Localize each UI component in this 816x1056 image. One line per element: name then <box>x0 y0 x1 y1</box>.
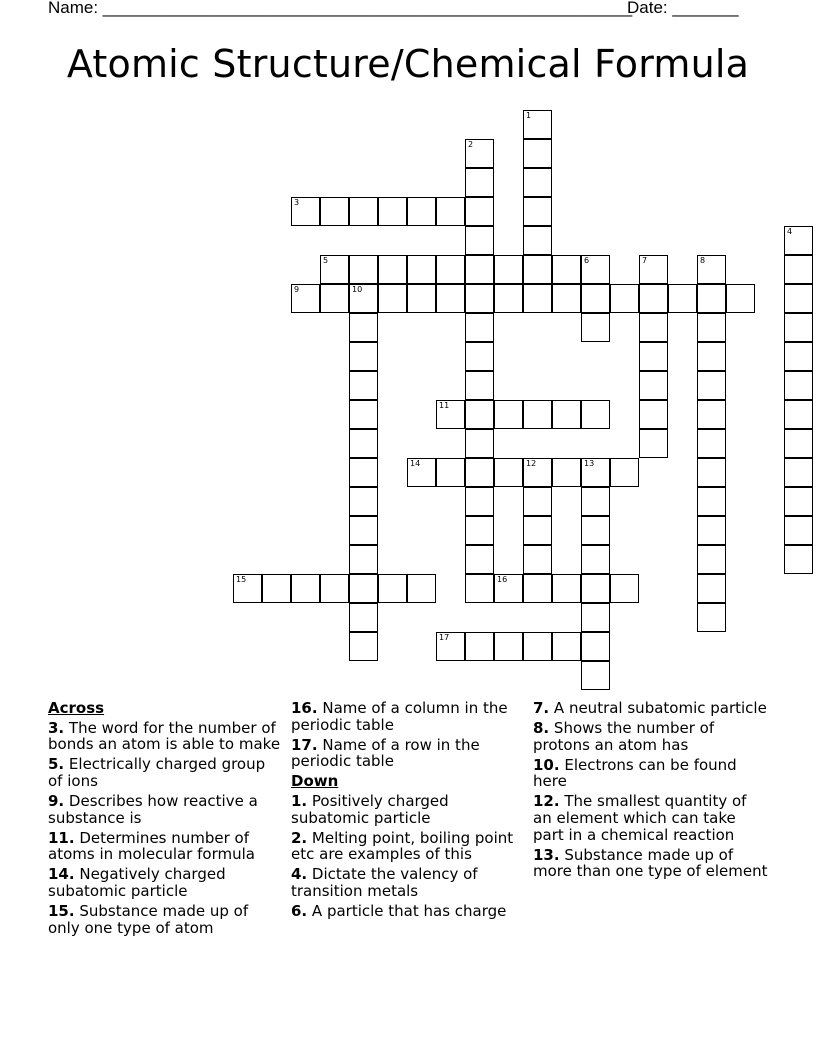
grid-cell[interactable] <box>291 197 320 226</box>
grid-cell[interactable] <box>465 139 494 168</box>
down-clue-4: 4. Dictate the valency of transition metals <box>291 865 478 900</box>
grid-cell[interactable] <box>407 255 436 284</box>
grid-cell[interactable] <box>407 284 436 313</box>
grid-cell[interactable] <box>465 371 494 400</box>
grid-cell[interactable] <box>291 574 320 603</box>
grid-cell[interactable] <box>581 284 610 313</box>
down-clue-13: 13. Substance made up of more than one type of element <box>533 845 768 881</box>
grid-cell[interactable] <box>378 284 407 313</box>
grid-cell[interactable] <box>465 574 494 603</box>
across-clue-11: 11. Determines number of atoms in molecular formula <box>48 828 255 864</box>
clue-number: 11 <box>439 401 450 410</box>
grid-cell[interactable] <box>465 342 494 371</box>
grid-cell[interactable] <box>639 429 668 458</box>
grid-cell[interactable] <box>465 226 494 255</box>
across-clue-5: 5. Electrically charged group of ions <box>48 755 266 790</box>
grid-cell[interactable] <box>697 487 726 516</box>
grid-cell[interactable] <box>349 487 378 516</box>
grid-cell[interactable] <box>291 284 320 313</box>
grid-cell[interactable] <box>639 284 668 313</box>
grid-cell[interactable] <box>349 429 378 458</box>
grid-cell[interactable] <box>320 255 349 284</box>
grid-cell[interactable] <box>697 545 726 574</box>
grid-cell[interactable] <box>407 197 436 226</box>
grid-cell[interactable] <box>523 255 552 284</box>
grid-cell[interactable] <box>349 284 378 313</box>
grid-cell[interactable] <box>349 545 378 574</box>
across-heading: Across <box>48 699 105 717</box>
grid-cell[interactable] <box>552 458 581 487</box>
grid-cell[interactable] <box>697 458 726 487</box>
grid-cell[interactable] <box>494 284 523 313</box>
grid-cell[interactable] <box>436 197 465 226</box>
grid-cell[interactable] <box>610 574 639 603</box>
grid-cell[interactable] <box>639 255 668 284</box>
grid-cell[interactable] <box>465 255 494 284</box>
down-clue-6: 6. A particle that has charge <box>291 902 507 921</box>
grid-cell[interactable] <box>465 632 494 661</box>
grid-cell[interactable] <box>523 516 552 545</box>
down-clue-1: 1. Positively charged subatomic particle <box>291 791 449 827</box>
across-clue-9: 9. Describes how reactive a substance is <box>48 791 258 827</box>
grid-cell[interactable] <box>465 429 494 458</box>
grid-cell[interactable] <box>349 458 378 487</box>
grid-cell[interactable] <box>349 371 378 400</box>
clue-number: 1 <box>526 111 532 120</box>
grid-cell[interactable] <box>552 284 581 313</box>
grid-cell[interactable] <box>349 632 378 661</box>
grid-cell[interactable] <box>523 487 552 516</box>
grid-cell[interactable] <box>523 400 552 429</box>
grid-cell[interactable] <box>523 168 552 197</box>
grid-cell[interactable] <box>697 313 726 342</box>
grid-cell[interactable] <box>349 516 378 545</box>
page-title: Atomic Structure/Chemical Formula <box>66 42 750 86</box>
grid-cell[interactable] <box>784 313 813 342</box>
grid-cell[interactable] <box>494 574 523 603</box>
grid-cell[interactable] <box>552 574 581 603</box>
grid-cell[interactable] <box>697 516 726 545</box>
grid-cell[interactable] <box>233 574 262 603</box>
grid-cell[interactable] <box>552 400 581 429</box>
grid-cell[interactable] <box>581 632 610 661</box>
grid-cell[interactable] <box>465 545 494 574</box>
grid-cell[interactable] <box>639 400 668 429</box>
grid-cell[interactable] <box>407 574 436 603</box>
grid-cell[interactable] <box>523 139 552 168</box>
grid-cell[interactable] <box>581 661 610 690</box>
clue-column-3 <box>533 700 768 883</box>
clue-number: 13 <box>584 459 595 468</box>
grid-cell[interactable] <box>552 255 581 284</box>
grid-cell[interactable] <box>697 603 726 632</box>
grid-cell[interactable] <box>523 226 552 255</box>
grid-cell[interactable] <box>378 255 407 284</box>
grid-cell[interactable] <box>523 110 552 139</box>
clue-number: 4 <box>787 227 793 236</box>
grid-cell[interactable] <box>784 255 813 284</box>
grid-cell[interactable] <box>349 255 378 284</box>
grid-cell[interactable] <box>523 545 552 574</box>
clue-number: 14 <box>410 459 421 468</box>
across-clue-3: 3. The word for the number of bonds an atom is able to make <box>48 718 281 754</box>
clue-number: 8 <box>700 256 706 265</box>
grid-cell[interactable] <box>610 458 639 487</box>
grid-cell[interactable] <box>320 197 349 226</box>
grid-cell[interactable] <box>697 371 726 400</box>
grid-cell[interactable] <box>581 255 610 284</box>
clue-number: 3 <box>294 198 300 207</box>
grid-cell[interactable] <box>784 371 813 400</box>
grid-cell[interactable] <box>465 400 494 429</box>
grid-cell[interactable] <box>581 603 610 632</box>
grid-cell[interactable] <box>697 429 726 458</box>
grid-cell[interactable] <box>349 197 378 226</box>
grid-cell[interactable] <box>523 632 552 661</box>
name-field[interactable]: Name: ________________________________________________________ <box>48 0 633 17</box>
grid-cell[interactable] <box>465 516 494 545</box>
grid-cell[interactable] <box>784 284 813 313</box>
grid-cell[interactable] <box>610 284 639 313</box>
clue-number: 2 <box>468 140 474 149</box>
grid-cell[interactable] <box>581 574 610 603</box>
date-field[interactable]: Date: _______ <box>627 0 739 17</box>
grid-cell[interactable] <box>262 574 291 603</box>
down-clue-12: 12. The smallest quantity of an element which can take part in a chemical reaction <box>533 792 747 844</box>
grid-cell[interactable] <box>581 516 610 545</box>
grid-cell[interactable] <box>784 400 813 429</box>
grid-cell[interactable] <box>784 516 813 545</box>
grid-cell[interactable] <box>349 574 378 603</box>
grid-cell[interactable] <box>784 342 813 371</box>
grid-cell[interactable] <box>697 284 726 313</box>
grid-cell[interactable] <box>784 226 813 255</box>
down-heading: Down <box>291 772 339 791</box>
clue-number: 10 <box>352 285 363 294</box>
grid-cell[interactable] <box>378 574 407 603</box>
grid-cell[interactable] <box>349 400 378 429</box>
grid-cell[interactable] <box>436 458 465 487</box>
grid-cell[interactable] <box>726 284 755 313</box>
grid-cell[interactable] <box>639 342 668 371</box>
down-clue-8: 8. Shows the number of protons an atom has <box>533 719 715 754</box>
clue-number: 9 <box>294 285 300 294</box>
grid-cell[interactable] <box>784 545 813 574</box>
clue-number: 6 <box>584 256 590 265</box>
grid-cell[interactable] <box>436 284 465 313</box>
grid-cell[interactable] <box>784 429 813 458</box>
grid-cell[interactable] <box>523 574 552 603</box>
grid-cell[interactable] <box>320 284 349 313</box>
clue-number: 16 <box>497 575 508 584</box>
grid-cell[interactable] <box>436 400 465 429</box>
grid-cell[interactable] <box>494 400 523 429</box>
clue-number: 12 <box>526 459 537 468</box>
grid-cell[interactable] <box>697 574 726 603</box>
worksheet-header <box>48 0 748 20</box>
grid-cell[interactable] <box>349 342 378 371</box>
grid-cell[interactable] <box>639 371 668 400</box>
grid-cell[interactable] <box>581 400 610 429</box>
grid-cell[interactable] <box>436 255 465 284</box>
grid-cell[interactable] <box>465 458 494 487</box>
across-clue-17: 17. Name of a row in the periodic table <box>291 735 480 771</box>
grid-cell[interactable] <box>697 342 726 371</box>
grid-cell[interactable] <box>784 458 813 487</box>
clue-column-1 <box>48 700 283 940</box>
grid-cell[interactable] <box>407 458 436 487</box>
down-clue-10: 10. Electrons can be found here <box>533 755 737 791</box>
grid-cell[interactable] <box>465 197 494 226</box>
clue-number: 5 <box>323 256 329 265</box>
across-clue-16: 16. Name of a column in the periodic table <box>291 699 508 734</box>
grid-cell[interactable] <box>581 313 610 342</box>
grid-cell[interactable] <box>465 284 494 313</box>
grid-cell[interactable] <box>581 487 610 516</box>
clue-column-2 <box>291 700 526 923</box>
grid-cell[interactable] <box>436 632 465 661</box>
grid-cell[interactable] <box>581 458 610 487</box>
grid-cell[interactable] <box>349 603 378 632</box>
grid-cell[interactable] <box>349 313 378 342</box>
across-clue-14: 14. Negatively charged subatomic particle <box>48 865 226 900</box>
grid-cell[interactable] <box>494 458 523 487</box>
grid-cell[interactable] <box>581 545 610 574</box>
clue-number: 7 <box>642 256 648 265</box>
grid-cell[interactable] <box>668 284 697 313</box>
grid-cell[interactable] <box>784 487 813 516</box>
grid-cell[interactable] <box>465 487 494 516</box>
grid-cell[interactable] <box>697 255 726 284</box>
grid-cell[interactable] <box>697 400 726 429</box>
clue-number: 15 <box>236 575 247 584</box>
down-clue-7: 7. A neutral subatomic particle <box>533 699 767 717</box>
grid-cell[interactable] <box>639 313 668 342</box>
clue-number: 17 <box>439 633 450 642</box>
grid-cell[interactable] <box>523 458 552 487</box>
grid-cell[interactable] <box>494 255 523 284</box>
grid-cell[interactable] <box>465 168 494 197</box>
grid-cell[interactable] <box>465 313 494 342</box>
down-clue-2: 2. Melting point, boiling point etc are examples of this <box>291 828 514 864</box>
grid-cell[interactable] <box>494 632 523 661</box>
grid-cell[interactable] <box>523 284 552 313</box>
grid-cell[interactable] <box>320 574 349 603</box>
grid-cell[interactable] <box>552 632 581 661</box>
grid-cell[interactable] <box>523 197 552 226</box>
grid-cell[interactable] <box>378 197 407 226</box>
across-clue-15: 15. Substance made up of only one type of atom <box>48 902 249 937</box>
